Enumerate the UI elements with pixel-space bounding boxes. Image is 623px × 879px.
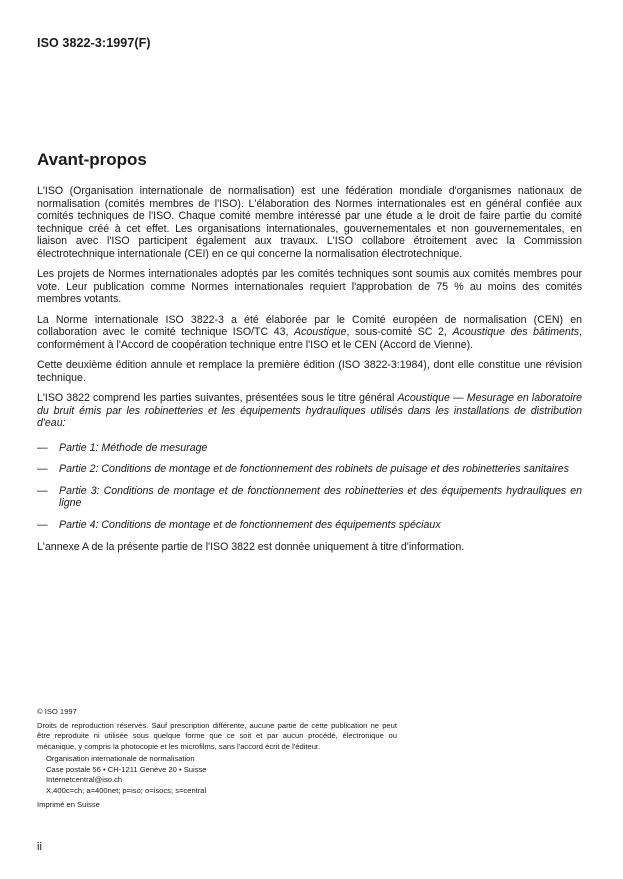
page-title: Avant-propos <box>37 150 147 169</box>
publisher-address <box>46 754 397 796</box>
internet-row: Internetcentral@iso.ch <box>46 775 123 784</box>
paragraph-iso-intro: L'ISO (Organisation internationale de normalisation) est une fédération mondiale d'organismes nationaux de normalisation (comités membres de l'ISO). L'élaboration des Normes internationales est en général confiée aux comités techniques de l'ISO. Chaque comité membre intéressé par une étude a le droit de faire partie du comité technique créé à cet effet. Les organisations internationales, gouvernementales et non gouvernementales, en liaison avec l'ISO participent également aux travaux. L'ISO collabore étroitement avec la Commission électrotechnique internationale (CEI) en ce qui concerne la normalisation électrotechnique. <box>37 185 582 260</box>
paragraph-voting: Les projets de Normes internationales adoptés par les comités techniques sont soumis aux comités membres pour vote. Leur publication comme Normes internationales requiert l'approbation de 75 % au moins des comités membres votants. <box>37 268 582 305</box>
list-item: — Partie 2: Conditions de montage et de fonctionnement des robinets de puisage et des robinetteries sanitaires <box>37 463 569 475</box>
publisher-org: Organisation internationale de normalisation <box>46 754 195 763</box>
x400-row: X.400c=ch; a=400net; p=iso; o=isocs; s=central <box>46 785 207 795</box>
copyright-rights: Droits de reproduction réservés. Sauf prescription différente, aucune partie de cette publication ne peut être reproduite ni utilisée sous quelque forme que ce soit et par aucun procédé, électronique ou mécanique, y compris la photocopie et les microfilms, sans l'accord écrit de l'éditeur. <box>37 720 397 751</box>
paragraph-edition: Cette deuxième édition annule et remplace la première édition (ISO 3822-3:1984), dont elle constitue une révision technique. <box>37 359 582 384</box>
list-item: — Partie 1: Méthode de mesurage <box>37 441 208 454</box>
list-item: — Partie 3: Conditions de montage et de fonctionnement des robinetteries et des équipements hydrauliques en ligne <box>37 484 582 509</box>
document-id: ISO 3822-3:1997(F) <box>37 36 151 50</box>
internet-email[interactable]: central@iso.ch <box>71 775 123 784</box>
paragraph-parts-intro: L'ISO 3822 comprend les parties suivantes, présentées sous le titre général Acoustique — Mesurage en laboratoire du bruit émis par les robinetteries et les équipements hydrauliques utilisés dans les installations de distribution d'eau: <box>37 392 582 429</box>
printed-in: Imprimé en Suisse <box>37 800 100 809</box>
copyright-notice <box>37 707 397 811</box>
copyright-symbol: © ISO 1997 <box>37 707 77 716</box>
postal-address: Case postale 56 • CH-1211 Genève 20 • Suisse <box>46 764 207 774</box>
parts-list <box>37 442 582 532</box>
paragraph-annex: L'annexe A de la présente partie de l'ISO 3822 est donnée uniquement à titre d'information. <box>37 541 465 553</box>
paragraph-elaboration: La Norme internationale ISO 3822-3 a été élaborée par le Comité européen de normalisation (CEN) en collaboration avec le comité technique ISO/TC 43, Acoustique, sous-comité SC 2, Acoustique des bâtiments, conformément à l'Accord de coopération technique entre l'ISO et le CEN (Accord de Vienne). <box>37 313 583 351</box>
list-item: — Partie 4: Conditions de montage et de fonctionnement des équipements spéciaux <box>37 518 441 531</box>
page-number: ii <box>37 841 42 853</box>
foreword-body <box>37 185 582 562</box>
